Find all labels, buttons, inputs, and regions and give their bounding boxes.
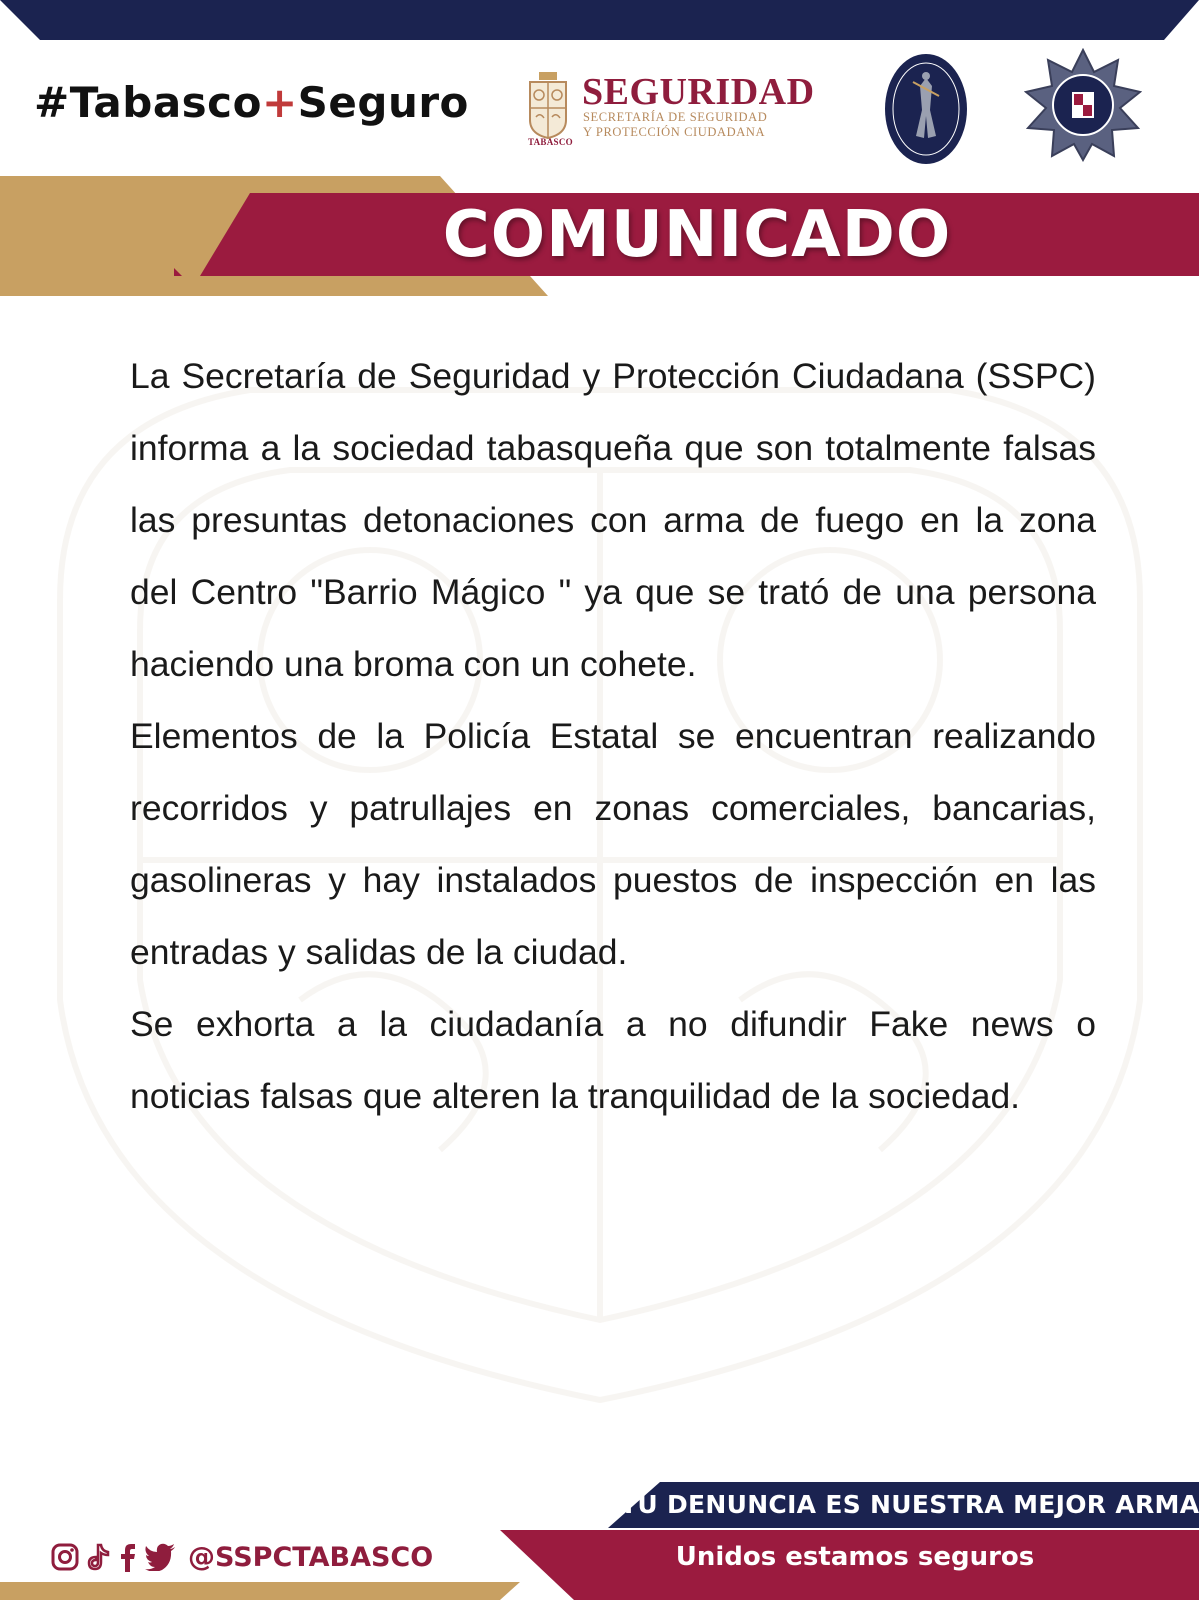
instagram-icon[interactable] <box>50 1542 80 1572</box>
hashtag-tabasco-seguro <box>34 78 469 127</box>
seguridad-publica-badge-icon <box>883 52 969 166</box>
paragraph-1: La Secretaría de Seguridad y Protección Ciudadana (SSPC) informa a la sociedad tabasqueña que son totalmente falsas las presuntas detonaciones con arma de fuego en la zona del Centro "Barrio Mágico " ya que se trató de una persona haciendo una broma con un cohete. <box>130 356 1096 684</box>
slogan-top: TU DENUNCIA ES NUESTRA MEJOR ARMA <box>620 1490 1199 1519</box>
tabasco-label: TABASCO <box>528 137 573 147</box>
twitter-icon[interactable] <box>144 1543 176 1571</box>
banner-title: COMUNICADO <box>442 198 952 272</box>
hashtag-part2: Seguro <box>297 78 469 127</box>
social-links <box>50 1537 433 1577</box>
top-bar <box>0 0 1199 40</box>
paragraph-2: Elementos de la Policía Estatal se encuentran realizando recorridos y patrullajes en zonas comerciales, bancarias, gasolineras y hay instalados puestos de inspección en las entradas y salidas de la ciudad. <box>130 716 1096 972</box>
agency-subtitle-line1: SECRETARÍA DE SEGURIDAD <box>583 110 768 124</box>
statement-body <box>130 340 1096 1132</box>
tiktok-icon[interactable] <box>86 1542 112 1572</box>
policia-estatal-star-icon <box>1024 48 1142 162</box>
facebook-icon[interactable] <box>118 1542 138 1572</box>
hashtag-plus: + <box>261 78 298 127</box>
agency-subtitle <box>583 110 767 140</box>
hashtag-part1: #Tabasco <box>34 78 262 127</box>
slogan-bottom: Unidos estamos seguros <box>675 1542 1035 1572</box>
agency-subtitle-line2: Y PROTECCIÓN CIUDADANA <box>583 125 766 139</box>
paragraph-3: Se exhorta a la ciudadanía a no difundir Fake news o noticias falsas que alteren la tranquilidad de la sociedad. <box>130 1004 1096 1116</box>
agency-title: SEGURIDAD <box>582 71 815 113</box>
social-handle[interactable]: @SSPCTABASCO <box>188 1541 434 1573</box>
